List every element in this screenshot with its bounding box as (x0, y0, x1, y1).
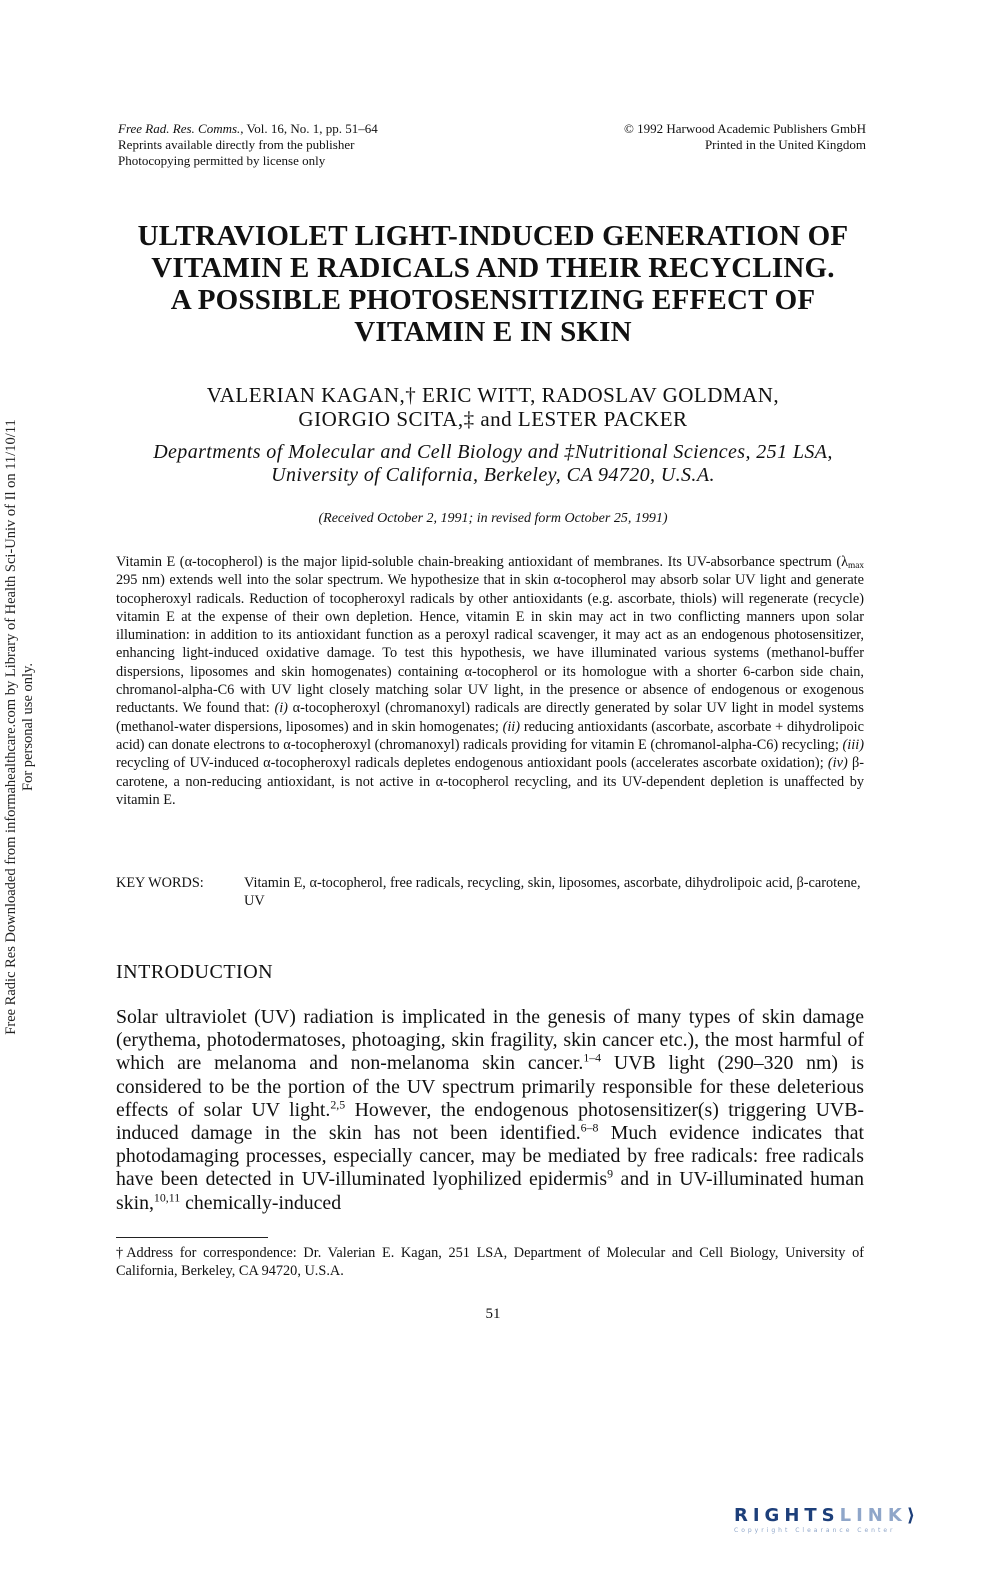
rightslink-logo[interactable] (734, 1505, 964, 1541)
rightslink-wordmark: RIGHTSLINK⟩ (734, 1505, 921, 1526)
affiliation-line: University of California, Berkeley, CA 94720, U.S.A. (271, 464, 715, 486)
citation-ref: 6–8 (580, 1120, 599, 1135)
article-title (100, 220, 886, 348)
title-line: VITAMIN E RADICALS AND THEIR RECYCLING. (151, 252, 835, 284)
section-heading-introduction: INTRODUCTION (116, 961, 274, 983)
printed-line: Printed in the United Kingdom (704, 137, 866, 152)
citation-ref: 9 (607, 1166, 613, 1181)
authors-line: GIORGIO SCITA,‡ and LESTER PACKER (298, 407, 688, 431)
watermark-line: Free Radic Res Downloaded from informahealthcare.com by Library of Health Sci-Univ of Il on 11/10/11 (3, 419, 19, 1035)
affiliation (100, 441, 886, 487)
photocopying-note: Photocopying permitted by license only (118, 153, 326, 168)
keywords-label: KEY WORDS: (116, 875, 204, 891)
affiliation-line: Departments of Molecular and Cell Biology and ‡Nutritional Sciences, 251 LSA, (153, 441, 833, 463)
rightslink-tagline: Copyright Clearance Center (734, 1527, 896, 1534)
received-dates: (Received October 2, 1991; in revised form October 25, 1991) (318, 511, 668, 526)
rightslink-arrow-icon: ⟩ (906, 1505, 921, 1526)
correspondence-footnote: †Address for correspondence: Dr. Valerian E. Kagan, 251 LSA, Department of Molecular and Cell Biology, University of California, Berkeley, CA 94720, U.S.A. (116, 1245, 864, 1279)
download-watermark (3, 297, 37, 1157)
authors-line: VALERIAN KAGAN,† ERIC WITT, RADOSLAV GOLDMAN, (206, 383, 780, 407)
citation-ref: 2,5 (330, 1097, 346, 1112)
abstract (116, 553, 864, 809)
author-list (100, 383, 886, 431)
footnote-rule (116, 1237, 268, 1238)
keywords-text: Vitamin E, α-tocopherol, free radicals, recycling, skin, liposomes, ascorbate, dihydrolipoic acid, β-carotene, UV (244, 875, 861, 909)
introduction-paragraph: Solar ultraviolet (UV) radiation is implicated in the genesis of many types of skin damage (erythema, photodermatoses, photoaging, skin fragility, skin cancer etc.), the most harmful of which are melanoma and non-melanoma skin cancer.$^{1-4}$ UVB light (290–320 nm) is considered to be the portion of the UV spectrum primarily responsible for these deleterious effects of solar UV light.$^{2,5}$ However, the endogenous photosensitizer(s) triggering UVB-induced damage in the skin has not been identified.$^{6-8}$ Much evidence indicates that photodamaging processes, especially cancer, may be mediated by free radicals: free radicals have been detected in UV-illuminated lyophilized epidermis$^9$ and in UV-illuminated human skin,$^{10,11}$ chemically-induced (116, 1006, 865, 1214)
title-line: VITAMIN E IN SKIN (354, 316, 632, 348)
citation-ref: 1–4 (583, 1050, 602, 1065)
page-number: 51 (485, 1306, 501, 1322)
citation-ref: 10,11 (153, 1189, 181, 1204)
publisher-header (560, 121, 866, 153)
title-line: A POSSIBLE PHOTOSENSITIZING EFFECT OF (170, 284, 816, 316)
introduction-body (116, 1006, 864, 1215)
journal-header (118, 121, 378, 169)
title-line: ULTRAVIOLET LIGHT-INDUCED GENERATION OF (137, 220, 849, 252)
copyright-line: © 1992 Harwood Academic Publishers GmbH (623, 121, 866, 136)
reprints-note: Reprints available directly from the publisher (118, 137, 355, 152)
journal-citation: Free Rad. Res. Comms., Vol. 16, No. 1, pp. 51–64 (118, 121, 378, 136)
watermark-line: For personal use only. (20, 663, 36, 791)
abstract-text: Vitamin E (α-tocopherol) is the major lipid-soluble chain-breaking antioxidant of membranes. Its UV-absorbance spectrum ($\lambda_{max}$ 295 nm) extends well into the solar spectrum. We hypothesize that in skin α-tocopherol may absorb solar UV light and generate tocopheroxyl radicals. Reduction of tocopheroxyl radicals by other antioxidants (e.g. ascorbate, thiols) will regenerate (recycle) vitamin E at the expense of their own depletion. Hence, vitamin E in skin may act in two conflicting manners upon solar illumination: in addition to its antioxidant function as a peroxyl radical scavenger, it may act as an endogenous photosensitizer, enhancing light-induced oxidative damage. To test this hypothesis, we have illuminated various systems (methanol-buffer dispersions, liposomes and skin homogenates) containing α-tocopherol or its homologue with a shorter 6-carbon side chain, chromanol-alpha-C6 with UV light closely matching solar UV light, in the presence or absence of endogenous or exogenous reductants. We found that: (i) α-tocopheroxyl (chromanoxyl) radicals are directly generated by solar UV light in model systems (methanol-water dispersions, liposomes) and in skin homogenates; (ii) reducing antioxidants (ascorbate, ascorbate + dihydrolipoic acid) can donate electrons to α-tocopheroxyl (chromanoxyl) radicals providing for vitamin E (chromanol-alpha-C6) recycling; (iii) recycling of UV-induced α-tocopheroxyl radicals depletes endogenous antioxidant pools (accelerates ascorbate oxidation); (iv) β-carotene, a non-reducing antioxidant, is not active in α-tocopherol recycling, and its UV-dependent depletion is unaffected by vitamin E. (116, 554, 864, 808)
